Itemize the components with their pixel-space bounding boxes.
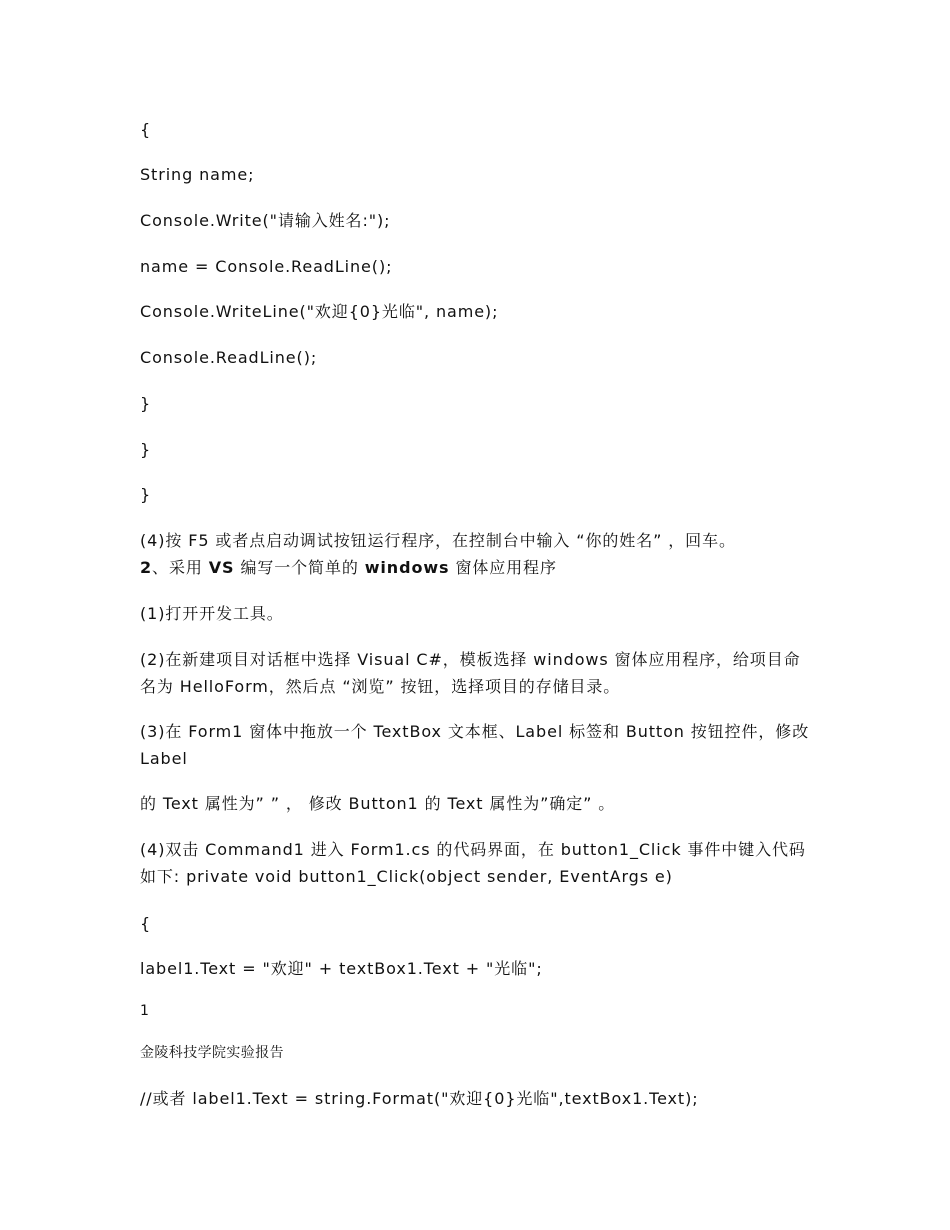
step-new-project: (2)在新建项目对话框中选择 Visual C#，模板选择 windows 窗体应用程序，给项目命名为 HelloForm，然后点 “浏览” 按钮，选择项目的存储目录。 [140, 650, 801, 696]
step-run-program: (4)按 F5 或者点启动调试按钮运行程序，在控制台中输入 “你的姓名” ，回车。 [140, 531, 736, 550]
code-line: label1.Text = "欢迎" + textBox1.Text + "光临"; [140, 959, 543, 978]
section-heading [140, 554, 820, 581]
code-line: String name; [140, 165, 255, 184]
section-heading-vs: VS [208, 558, 235, 577]
step-open-tool: (1)打开开发工具。 [140, 604, 284, 623]
running-header: 金陵科技学院实验报告 [140, 1045, 284, 1061]
step-set-text: 的 Text 属性为” ” ， 修改 Button1 的 Text 属性为”确定” 。 [140, 794, 616, 813]
code-line: //或者 label1.Text = string.Format("欢迎{0}光临",textBox1.Text); [140, 1089, 699, 1108]
step-click-event: (4)双击 Command1 进入 Form1.cs 的代码界面，在 button1_Click 事件中键入代码如下: private void button1_Click(object sender, EventArgs e) [140, 840, 806, 886]
section-heading-text: 窗体应用程序 [449, 558, 557, 577]
section-heading-text: 、采用 [152, 558, 209, 577]
code-line: Console.WriteLine("欢迎{0}光临", name); [140, 302, 499, 321]
step-add-controls: (3)在 Form1 窗体中拖放一个 TextBox 文本框、Label 标签和 Button 按钮控件，修改 Label [140, 722, 810, 768]
code-line: } [140, 394, 152, 413]
code-line: Console.ReadLine(); [140, 348, 318, 367]
code-line: Console.Write("请输入姓名:"); [140, 211, 391, 230]
code-line: } [140, 440, 152, 459]
code-line: { [140, 914, 152, 933]
section-heading-text: 编写一个简单的 [234, 558, 365, 577]
page-number: 1 [140, 1003, 150, 1019]
code-line: { [140, 120, 152, 139]
code-line: } [140, 485, 152, 504]
code-line: name = Console.ReadLine(); [140, 257, 393, 276]
section-heading-windows: windows [364, 558, 450, 577]
section-number: 2 [140, 558, 153, 577]
